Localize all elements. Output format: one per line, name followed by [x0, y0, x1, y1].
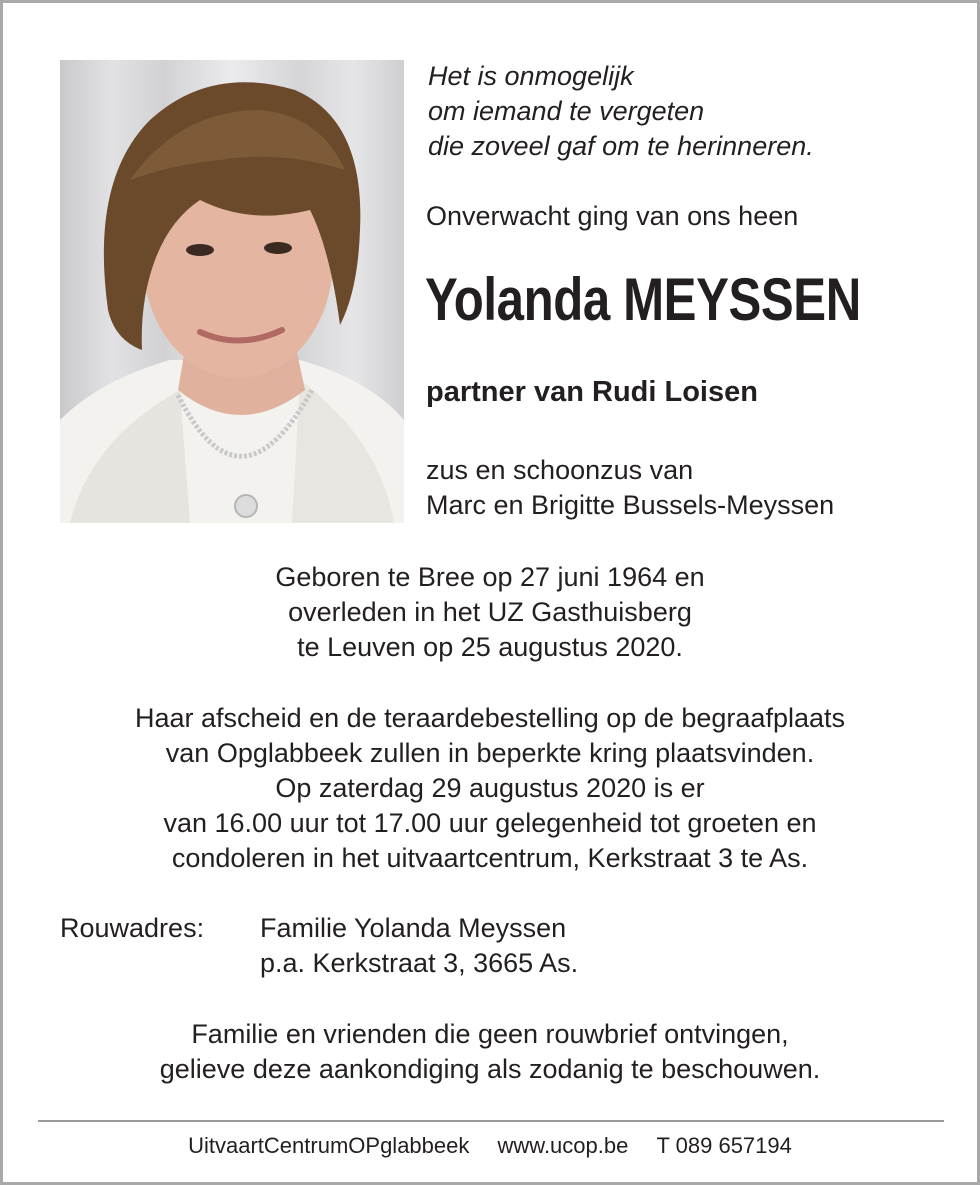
birth-death-line: Geboren te Bree op 27 juni 1964 en: [275, 562, 705, 592]
address-line: p.a. Kerkstraat 3, 3665 As.: [260, 948, 579, 978]
partner-line: partner van Rudi Loisen: [426, 376, 758, 408]
farewell-line: condoleren in het uitvaartcentrum, Kerkstraat 3 te As.: [171, 843, 809, 873]
footer: [3, 1133, 977, 1159]
farewell-line: Haar afscheid en de teraardebestelling op de begraafplaats: [135, 703, 845, 733]
notice-line: gelieve deze aankondiging als zodanig te beschouwen.: [159, 1054, 821, 1084]
birth-death-line: overleden in het UZ Gasthuisberg: [288, 597, 692, 627]
notice-text: [3, 1017, 977, 1087]
quote-line: die zoveel gaf om te herinneren.: [428, 131, 814, 161]
portrait-photo: [60, 60, 404, 523]
notice-line: Familie en vrienden die geen rouwbrief ontvingen,: [191, 1019, 789, 1049]
sibling-line: Marc en Brigitte Bussels-Meyssen: [426, 490, 835, 520]
farewell-line: van 16.00 uur tot 17.00 uur gelegenheid tot groeten en: [163, 808, 817, 838]
farewell-line: Op zaterdag 29 augustus 2020 is er: [275, 773, 705, 803]
quote-line: om iemand te vergeten: [428, 96, 705, 126]
address-label: Rouwadres:: [60, 913, 205, 943]
address-line: Familie Yolanda Meyssen: [260, 913, 567, 943]
deceased-name: Yolanda MEYSSEN: [425, 266, 861, 333]
footer-phone: T 089 657194: [656, 1133, 792, 1158]
sibling-line: zus en schoonzus van: [426, 455, 694, 485]
birth-death-info: [3, 560, 977, 665]
sibling-relation: [426, 453, 834, 523]
farewell-line: van Opglabbeek zullen in beperkte kring plaatsvinden.: [165, 738, 815, 768]
quote-line: Het is onmogelijk: [428, 61, 634, 91]
intro-text: Onverwacht ging van ons heen: [426, 201, 799, 231]
address-lines: [260, 911, 578, 981]
footer-website: www.ucop.be: [497, 1133, 629, 1158]
farewell-info: [3, 701, 977, 876]
birth-death-line: te Leuven op 25 augustus 2020.: [297, 632, 683, 662]
memorial-quote: [428, 59, 814, 164]
portrait-illustration: [60, 60, 404, 523]
footer-company: UitvaartCentrumOPglabbeek: [188, 1133, 470, 1158]
footer-divider: [38, 1120, 944, 1122]
